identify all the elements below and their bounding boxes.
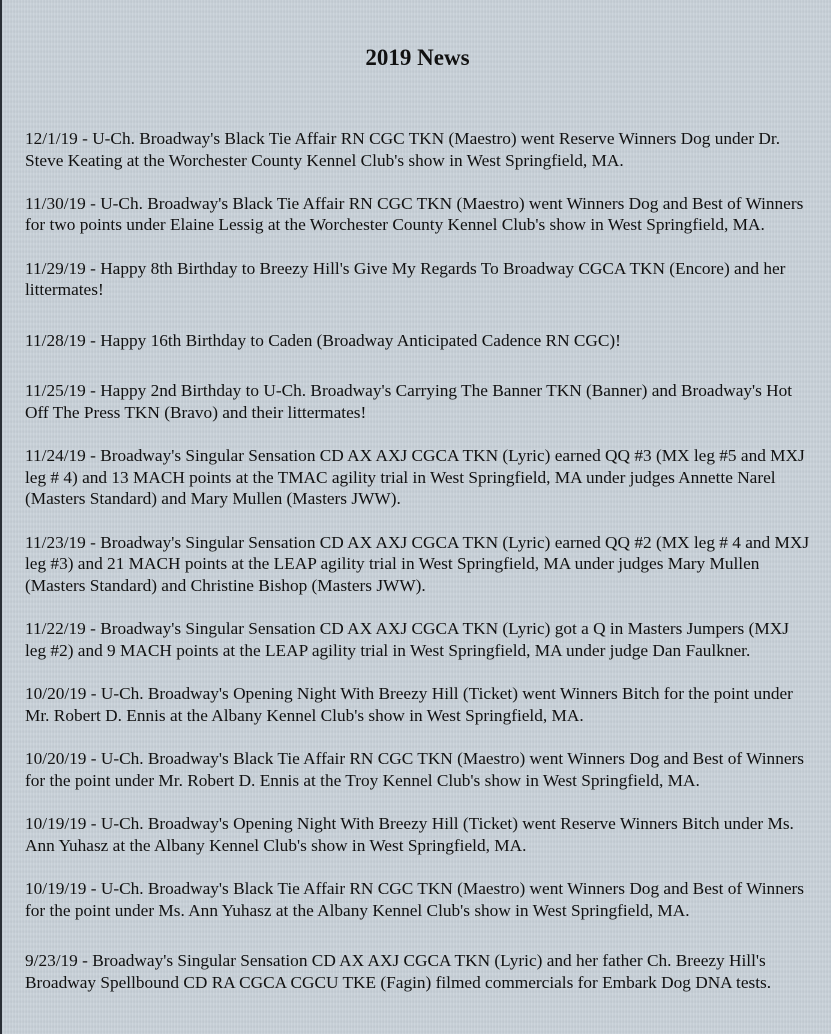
page-title: 2019 News [365,45,470,70]
news-entry: 11/30/19 - U-Ch. Broadway's Black Tie Affair RN CGC TKN (Maestro) went Winners Dog and Best of Winners for two points under Elaine Lessig at the Worchester County Kennel Club's show in West Springfield, MA. [25,193,804,234]
news-entry: 11/23/19 - Broadway's Singular Sensation CD AX AXJ CGCA TKN (Lyric) earned QQ #2 (MX leg # 4 and MXJ leg #3) and 21 MACH points at the LEAP agility trial in West Springfield, MA under judges Mary Mullen (Masters Standard) and Christine Bishop (Masters JWW). [25,532,810,595]
news-entry: 11/24/19 - Broadway's Singular Sensation CD AX AXJ CGCA TKN (Lyric) earned QQ #3 (MX leg #5 and MXJ leg # 4) and 13 MACH points at the TMAC agility trial in West Springfield, MA under judges Annette Narel (Masters Standard) and Mary Mullen (Masters JWW). [25,446,805,508]
news-entry: 12/1/19 - U-Ch. Broadway's Black Tie Affair RN CGC TKN (Maestro) went Reserve Winners Dog under Dr. Steve Keating at the Worchester County Kennel Club's show in West Springfield, MA. [25,129,781,170]
news-entry: 11/29/19 - Happy 8th Birthday to Breezy Hill's Give My Regards To Broadway CGCA TKN (Encore) and her littermates! [25,258,786,299]
news-entry: 11/22/19 - Broadway's Singular Sensation CD AX AXJ CGCA TKN (Lyric) got a Q in Masters Jumpers (MXJ leg #2) and 9 MACH points at the LEAP agility trial in West Springfield, MA under judge Dan Faulkner. [25,619,789,660]
news-entry: 11/28/19 - Happy 16th Birthday to Caden (Broadway Anticipated Cadence RN CGC)! [25,330,621,350]
news-list [25,128,810,993]
news-entry: 9/23/19 - Broadway's Singular Sensation CD AX AXJ CGCA TKN (Lyric) and her father Ch. Breezy Hill's Broadway Spellbound CD RA CGCA CGCU TKE (Fagin) filmed commercials for Embark Dog DNA tests. [25,951,772,992]
news-entry: 11/25/19 - Happy 2nd Birthday to U-Ch. Broadway's Carrying The Banner TKN (Banner) and Broadway's Hot Off The Press TKN (Bravo) and their littermates! [25,381,793,422]
news-entry: 10/19/19 - U-Ch. Broadway's Opening Night With Breezy Hill (Ticket) went Reserve Winners Bitch under Ms. Ann Yuhasz at the Albany Kennel Club's show in West Springfield, MA. [25,814,794,855]
news-entry: 10/19/19 - U-Ch. Broadway's Black Tie Affair RN CGC TKN (Maestro) went Winners Dog and Best of Winners for the point under Ms. Ann Yuhasz at the Albany Kennel Club's show in West Springfield, MA. [25,879,804,920]
page-left-border [0,0,2,1034]
news-entry: 10/20/19 - U-Ch. Broadway's Opening Night With Breezy Hill (Ticket) went Winners Bitch for the point under Mr. Robert D. Ennis at the Albany Kennel Club's show in West Springfield, MA. [25,684,793,725]
news-entry: 10/20/19 - U-Ch. Broadway's Black Tie Affair RN CGC TKN (Maestro) went Winners Dog and Best of Winners for the point under Mr. Robert D. Ennis at the Troy Kennel Club's show in West Springfield, MA. [25,749,804,790]
